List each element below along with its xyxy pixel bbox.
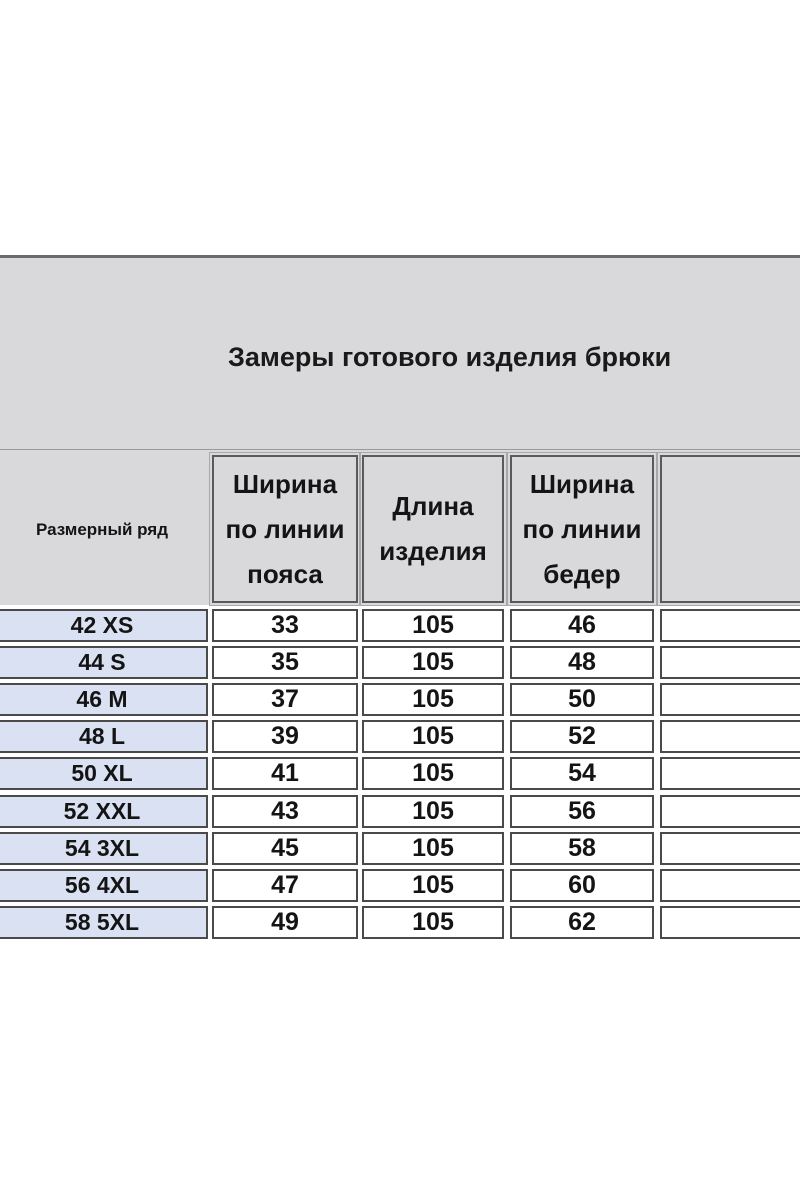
column-header-extra [660, 455, 800, 603]
column-header-hips-line-1: Ширина [529, 468, 635, 499]
cell-hips: 50 [510, 683, 654, 716]
watermark [60, 70, 800, 240]
column-header-waist-line-1: Ширина [232, 468, 338, 499]
cell-waist: 49 [212, 906, 358, 939]
cell-waist: 37 [212, 683, 358, 716]
column-header-size [0, 455, 208, 605]
cell-length: 105 [362, 683, 504, 716]
cell-waist: 45 [212, 832, 358, 865]
cell-size: 48 L [0, 720, 208, 753]
cell-size: 44 S [0, 646, 208, 679]
cell-waist: 33 [212, 609, 358, 642]
cell-size: 42 XS [0, 609, 208, 642]
cell-size: 46 M [0, 683, 208, 716]
cell-extra [660, 683, 800, 716]
cell-length: 105 [362, 795, 504, 828]
cell-waist: 39 [212, 720, 358, 753]
cell-size: 52 XXL [0, 795, 208, 828]
cell-waist: 43 [212, 795, 358, 828]
column-header-hips-line-2: по линии [522, 513, 642, 544]
column-header-length-line-2: изделия [379, 536, 487, 566]
cell-extra [660, 832, 800, 865]
chart-title: Замеры готового изделия брюки [228, 342, 672, 372]
cell-extra [660, 869, 800, 902]
cell-extra [660, 757, 800, 790]
column-header-length [362, 455, 504, 603]
cell-length: 105 [362, 720, 504, 753]
cell-waist: 41 [212, 757, 358, 790]
cell-size: 56 4XL [0, 869, 208, 902]
cell-hips: 46 [510, 609, 654, 642]
column-header-waist-line-2: по линии [225, 513, 345, 544]
column-header-size-label: Размерный ряд [35, 520, 169, 539]
column-header-waist [212, 455, 358, 603]
size-chart [0, 255, 800, 945]
title-band [0, 255, 800, 450]
cell-hips: 54 [510, 757, 654, 790]
cell-hips: 56 [510, 795, 654, 828]
cell-hips: 52 [510, 720, 654, 753]
cell-extra [660, 906, 800, 939]
cell-extra [660, 609, 800, 642]
cell-hips: 58 [510, 832, 654, 865]
column-header-waist-line-3: пояса [247, 558, 323, 589]
cell-size: 54 3XL [0, 832, 208, 865]
cell-hips: 60 [510, 869, 654, 902]
column-header-hips-line-3: бедер [543, 558, 621, 589]
cell-length: 105 [362, 609, 504, 642]
cell-extra [660, 646, 800, 679]
cell-length: 105 [362, 906, 504, 939]
cell-length: 105 [362, 646, 504, 679]
column-header-hips [510, 455, 654, 603]
cell-waist: 35 [212, 646, 358, 679]
cell-hips: 48 [510, 646, 654, 679]
cell-extra [660, 795, 800, 828]
column-header-length-line-1: Длина [392, 491, 474, 521]
cell-length: 105 [362, 832, 504, 865]
cell-length: 105 [362, 869, 504, 902]
cell-hips: 62 [510, 906, 654, 939]
cell-extra [660, 720, 800, 753]
cell-size: 58 5XL [0, 906, 208, 939]
cell-size: 50 XL [0, 757, 208, 790]
cell-length: 105 [362, 757, 504, 790]
cell-waist: 47 [212, 869, 358, 902]
